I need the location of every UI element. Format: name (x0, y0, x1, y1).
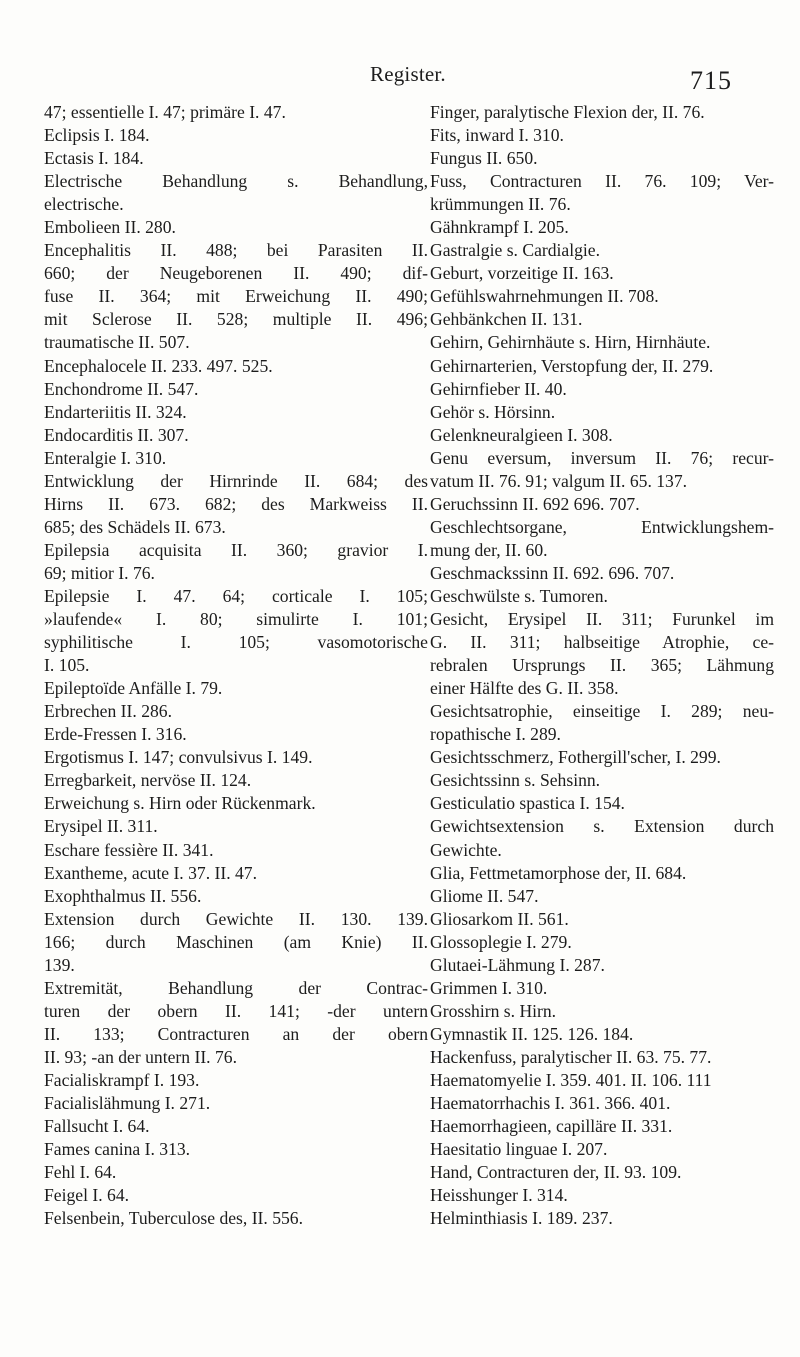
index-entry-line: Entwicklung der Hirnrinde II. 684; des (44, 470, 428, 491)
index-entry-continuation: rebralen Ursprungs II. 365; Lähmung (430, 655, 774, 676)
index-entry-line: Fungus II. 650. (430, 148, 538, 169)
index-entry-line: Geschwülste s. Tumoren. (430, 585, 608, 606)
index-entry (430, 562, 774, 585)
index-entry (44, 170, 428, 216)
index-entry-line: Endarteriitis II. 324. (44, 401, 187, 422)
index-entry-line: Gymnastik II. 125. 126. 184. (430, 1023, 634, 1044)
index-entry (430, 585, 774, 608)
index-entry (44, 470, 428, 539)
index-entry-line: Erregbarkeit, nervöse II. 124. (44, 770, 252, 791)
index-entry-line: Epileptoïde Anfälle I. 79. (44, 678, 223, 699)
index-entry (430, 1138, 774, 1161)
index-entry-continuation: electrische. (44, 194, 124, 215)
index-entry (430, 1207, 774, 1230)
index-entry (44, 1207, 428, 1230)
index-entry (430, 815, 774, 861)
index-entry-continuation: turen der obern II. 141; -der untern (44, 1000, 428, 1021)
index-entry-line: Glia, Fettmetamorphose der, II. 684. (430, 862, 687, 883)
index-entry (44, 1161, 428, 1184)
index-entry-continuation: krümmungen II. 76. (430, 194, 571, 215)
index-entry-continuation: vatum II. 76. 91; valgum II. 65. 137. (430, 470, 688, 491)
index-entry (44, 378, 428, 401)
index-entry-line: Glutaei-Lähmung I. 287. (430, 954, 605, 975)
index-entry (430, 424, 774, 447)
index-entry (430, 908, 774, 931)
index-entry (44, 885, 428, 908)
index-entry-line: Gesichtsschmerz, Fothergill'scher, I. 299. (430, 747, 721, 768)
index-entry-line: Ectasis I. 184. (44, 148, 144, 169)
index-entry-line: Fehl I. 64. (44, 1162, 117, 1183)
index-entry-line: Embolieen II. 280. (44, 217, 176, 238)
index-entry-line: Haematomyelie I. 359. 401. II. 106. 111 (430, 1069, 712, 1090)
index-entry-line: Gähnkrampf I. 205. (430, 217, 569, 238)
index-entry-continuation: II. 133; Contracturen an der obern (44, 1023, 428, 1044)
index-entry-line: Encephalocele II. 233. 497. 525. (44, 355, 273, 376)
index-entry (44, 101, 428, 124)
index-entry-line: Haemorrhagieen, capilläre II. 331. (430, 1116, 673, 1137)
index-entry-continuation: mit Sclerose II. 528; multiple II. 496; (44, 309, 428, 330)
index-entry-line: Gastralgie s. Cardialgie. (430, 240, 601, 261)
index-entry (430, 1184, 774, 1207)
index-entry (430, 885, 774, 908)
index-entry (44, 862, 428, 885)
index-entry (44, 839, 428, 862)
index-entry-line: Glossoplegie I. 279. (430, 931, 572, 952)
index-entry (430, 447, 774, 493)
index-entry (430, 285, 774, 308)
index-entry-line: Encephalitis II. 488; bei Parasiten II. (44, 240, 428, 261)
index-entry-line: Genu eversum, inversum II. 76; recur- (430, 447, 774, 468)
index-column-right (430, 101, 774, 1230)
index-entry-line: Extension durch Gewichte II. 130. 139. (44, 908, 428, 929)
index-entry (430, 170, 774, 216)
index-entry (44, 147, 428, 170)
index-entry-line: Finger, paralytische Flexion der, II. 76. (430, 102, 705, 122)
index-entry-line: 47; essentielle I. 47; primäre I. 47. (44, 102, 286, 122)
index-entry (430, 308, 774, 331)
index-entry (44, 424, 428, 447)
index-entry-continuation: II. 93; -an der untern II. 76. (44, 1046, 237, 1067)
index-entry-line: Ergotismus I. 147; convulsivus I. 149. (44, 747, 313, 768)
index-entry-line: Helminthiasis I. 189. 237. (430, 1208, 613, 1229)
index-entry-line: Geschlechtsorgane, Entwicklungshem- (430, 516, 774, 537)
index-entry-continuation: syphilitische I. 105; vasomotorische (44, 632, 428, 653)
index-entry-line: Fits, inward I. 310. (430, 125, 564, 146)
index-entry-line: Fuss, Contracturen II. 76. 109; Ver- (430, 171, 774, 192)
index-entry (44, 1138, 428, 1161)
index-entry (44, 539, 428, 585)
index-entry (44, 216, 428, 239)
index-entry (430, 216, 774, 239)
index-entry-line: Gehirn, Gehirnhäute s. Hirn, Hirnhäute. (430, 332, 711, 353)
index-entry-line: Feigel I. 64. (44, 1185, 130, 1206)
index-entry (430, 101, 774, 124)
index-entry-line: Geburt, vorzeitige II. 163. (430, 263, 614, 284)
index-entry (430, 1069, 774, 1092)
index-entry-line: Epilepsie I. 47. 64; corticale I. 105; (44, 585, 428, 606)
index-entry (44, 585, 428, 677)
index-entry (44, 1184, 428, 1207)
index-entry-line: Erysipel II. 311. (44, 816, 158, 837)
index-entry (430, 1092, 774, 1115)
index-entry (44, 723, 428, 746)
index-entry-line: Gelenkneuralgieen I. 308. (430, 424, 613, 445)
index-entry-line: Heisshunger I. 314. (430, 1185, 568, 1206)
index-entry-line: Gefühlswahrnehmungen II. 708. (430, 286, 659, 307)
index-entry-line: Facialislähmung I. 271. (44, 1093, 211, 1114)
index-entry-line: Fames canina I. 313. (44, 1139, 191, 1160)
index-entry (44, 239, 428, 354)
index-entry (44, 815, 428, 838)
index-entry-line: Grosshirn s. Hirn. (430, 1000, 557, 1021)
index-entry-continuation: »laufende« I. 80; simulirte I. 101; (44, 609, 428, 630)
index-entry-line: Fallsucht I. 64. (44, 1116, 150, 1137)
index-entry (430, 700, 774, 746)
index-entry (430, 1115, 774, 1138)
index-entry-line: Exantheme, acute I. 37. II. 47. (44, 862, 257, 883)
index-entry-continuation: traumatische II. 507. (44, 332, 190, 353)
index-entry (430, 862, 774, 885)
index-entry (430, 769, 774, 792)
index-entry-continuation: Hirns II. 673. 682; des Markweiss II. (44, 493, 428, 514)
index-entry-line: Gewichtsextension s. Extension durch (430, 816, 774, 837)
index-entry (44, 401, 428, 424)
index-entry-line: Hackenfuss, paralytischer II. 63. 75. 77. (430, 1046, 712, 1067)
index-entry-line: Gliome II. 547. (430, 885, 539, 906)
index-entry (44, 769, 428, 792)
index-entry-line: Eschare fessière II. 341. (44, 839, 214, 860)
index-entry (430, 1023, 774, 1046)
index-entry (430, 355, 774, 378)
index-entry-line: Enchondrome II. 547. (44, 378, 199, 399)
index-entry (430, 262, 774, 285)
index-entry-continuation: 139. (44, 954, 75, 975)
index-entry-line: Erbrechen II. 286. (44, 701, 172, 722)
index-entry (430, 331, 774, 354)
index-entry-line: Gehirnfieber II. 40. (430, 378, 567, 399)
index-entry-line: Enteralgie I. 310. (44, 447, 167, 468)
index-entry-continuation: 69; mitior I. 76. (44, 562, 155, 583)
index-entry (430, 516, 774, 562)
index-entry (430, 608, 774, 700)
index-entry (430, 147, 774, 170)
index-entry (44, 447, 428, 470)
index-entry-line: Haematorrhachis I. 361. 366. 401. (430, 1093, 671, 1114)
index-entry-line: Gliosarkom II. 561. (430, 908, 569, 929)
index-entry (430, 493, 774, 516)
index-entry-line: Facialiskrampf I. 193. (44, 1069, 200, 1090)
index-entry-continuation: 166; durch Maschinen (am Knie) II. (44, 931, 428, 952)
index-entry-line: Gesicht, Erysipel II. 311; Furunkel im (430, 609, 774, 630)
index-entry-line: Geschmackssinn II. 692. 696. 707. (430, 562, 675, 583)
index-column-left (44, 101, 428, 1230)
index-entry (44, 977, 428, 1069)
index-entry (44, 124, 428, 147)
index-entry (44, 746, 428, 769)
index-entry (430, 401, 774, 424)
index-entry-line: Gehör s. Hörsinn. (430, 401, 556, 422)
index-entry-continuation: fuse II. 364; mit Erweichung II. 490; (44, 286, 428, 307)
running-head-title: Register. (370, 62, 446, 86)
index-entry-line: Gesticulatio spastica I. 154. (430, 793, 625, 814)
index-entry-line: Gesichtsatrophie, einseitige I. 289; neu- (430, 701, 774, 722)
running-head (0, 58, 800, 98)
index-entry-line: Haesitatio linguae I. 207. (430, 1139, 608, 1160)
index-entry-line: Grimmen I. 310. (430, 977, 548, 998)
index-entry-line: Epilepsia acquisita II. 360; gravior I. (44, 539, 428, 560)
index-entry-continuation: ropathische I. 289. (430, 724, 561, 745)
index-entry (44, 908, 428, 977)
index-entry-line: Exophthalmus II. 556. (44, 885, 202, 906)
index-entry (430, 1046, 774, 1069)
index-entry (430, 378, 774, 401)
index-entry-continuation: Gewichte. (430, 839, 502, 860)
index-entry-line: Geruchssinn II. 692 696. 707. (430, 493, 640, 514)
index-entry-line: Electrische Behandlung s. Behandlung, (44, 171, 428, 192)
index-entry (44, 1115, 428, 1138)
index-entry-line: Eclipsis I. 184. (44, 125, 150, 146)
index-entry (430, 239, 774, 262)
index-entry-line: Endocarditis II. 307. (44, 424, 189, 445)
index-entry-continuation: G. II. 311; halbseitige Atrophie, ce- (430, 632, 774, 653)
index-entry-continuation: 685; des Schädels II. 673. (44, 516, 226, 537)
index-entry-line: Erweichung s. Hirn oder Rückenmark. (44, 793, 316, 814)
index-entry-continuation: mung der, II. 60. (430, 539, 548, 560)
index-entry (430, 931, 774, 954)
index-entry (44, 700, 428, 723)
index-entry-continuation: 660; der Neugeborenen II. 490; dif- (44, 263, 428, 284)
index-entry (430, 954, 774, 977)
index-entry (44, 677, 428, 700)
index-entry-line: Erde-Fressen I. 316. (44, 724, 187, 745)
index-entry-line: Gesichtssinn s. Sehsinn. (430, 770, 601, 791)
index-entry (430, 1161, 774, 1184)
index-entry (430, 792, 774, 815)
index-entry (44, 1069, 428, 1092)
index-entry (430, 746, 774, 769)
index-entry (430, 124, 774, 147)
index-entry (44, 792, 428, 815)
index-entry (430, 1000, 774, 1023)
index-entry (44, 1092, 428, 1115)
index-entry-continuation: einer Hälfte des G. II. 358. (430, 678, 619, 699)
index-entry-line: Gehirnarterien, Verstopfung der, II. 279. (430, 355, 714, 376)
index-entry (44, 355, 428, 378)
index-entry-line: Gehbänkchen II. 131. (430, 309, 583, 330)
page-number: 715 (690, 66, 732, 95)
index-entry-line: Hand, Contracturen der, II. 93. 109. (430, 1162, 682, 1183)
index-entry (430, 977, 774, 1000)
index-entry-continuation: I. 105. (44, 655, 90, 676)
index-entry-line: Extremität, Behandlung der Contrac- (44, 977, 428, 998)
index-entry-line: Felsenbein, Tuberculose des, II. 556. (44, 1208, 303, 1229)
